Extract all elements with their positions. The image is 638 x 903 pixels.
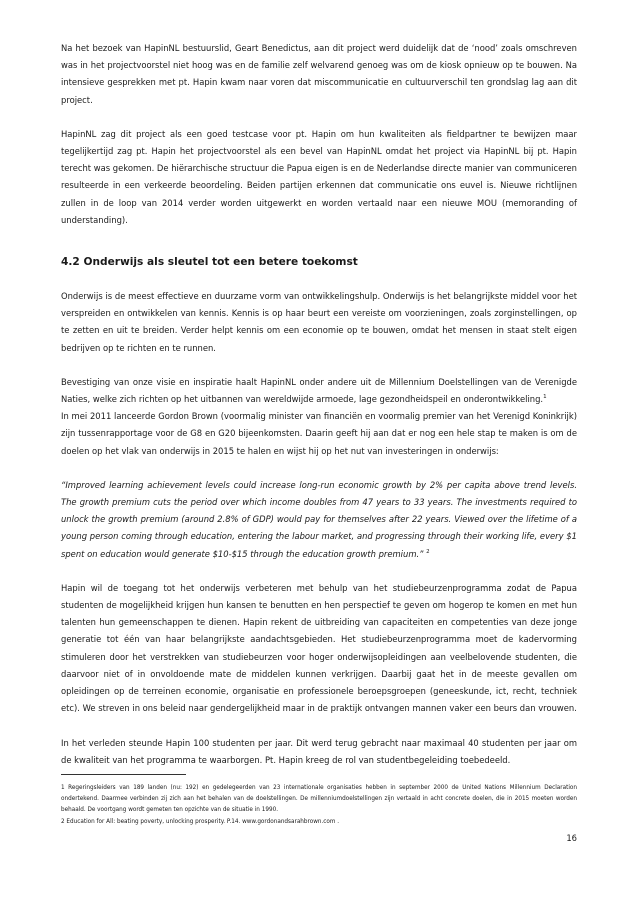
paragraph-testcase: HapinNL zag dit project als een goed testcase voor pt. Hapin om hun kwaliteiten als fieldpartner te bewijzen maar tegelijkertijd zag pt. Hapin het projectvoorstel als een bevel van HapinNL omdat het project via HapinNL bij pt. Hapin terecht was gekomen. De hiërarchische structuur die Papua eigen is en de Nederlandse directe manier van communiceren resulteerde in een verkeerde beoordeling. Beiden partijen erkennen dat communicatie ons euvel is. Nieuwe richtlijnen zullen in de loop van 2014 verder worden uitgewerkt en worden vertaald naar een nieuwe MOU (memoranding of understanding). [61, 128, 577, 225]
footnote-ref-2: 2 [426, 548, 430, 555]
paragraph-education: Onderwijs is de meest effectieve en duurzame vorm van ontwikkelingshulp. Onderwijs is het belangrijkste middel voor het verspreiden en ontwikkelen van kennis. Kennis is op haar beurt een vereiste om voorzieningen, zoals zorginstellingen, op te zetten en uit te breiden. Verder helpt kennis om een economie op te bouwen, omdat het mensen in staat stelt eigen bedrijven op te richten en te runnen. [61, 291, 577, 353]
paragraph-history: In het verleden steunde Hapin 100 studenten per jaar. Dit werd terug gebracht naar maximaal 40 studenten per jaar om de kwaliteit van het programma te waarborgen. Pt. Hapin kreeg de rol van studentbegeleiding toebedeeld. [61, 737, 577, 765]
footnote-ref-1: 1 [543, 394, 547, 401]
footnote-separator [61, 774, 186, 775]
section-heading: 4.2 Onderwijs als sleutel tot een betere toekomst [61, 256, 358, 269]
footnote-1: 1 Regeringsleiders van 189 landen (nu: 192) en gedelegeerden van 23 internationale organisaties hebben in september 2000 de United Nations Millennium Declaration ondertekend. Daarmee verbinden zij zich aan het behalen van de doelstellingen. De millenniumdoelstellingen zijn vertaald in acht concrete doelen, die in 2015 moeten worden behaald. De voortgang wordt gemeten ten opzichte van de situatie in 1990. [61, 785, 577, 814]
paragraph-gordon-brown: In mei 2011 lanceerde Gordon Brown (voormalig minister van financiën en voormalig premier van het Verenigd Koninkrijk) zijn tussenrapportage voor de G8 en G20 bijeenkomsten. Daarin geeft hij aan dat er nog een hele stap te maken is om de doelen op het vlak van onderwijs in 2015 te halen en wijst hij op het nut van investeringen in onderwijs: [61, 411, 577, 456]
paragraph-millennium-text: Bevestiging van onze visie en inspiratie haalt HapinNL onder andere uit de Millennium Doelstellingen van de Verenigde Naties, welke zich richten op het uitbannen van wereldwijde armoede, lage gezondheidspeil en onderontwikkeling. [61, 376, 577, 405]
paragraph-millennium [61, 374, 577, 408]
paragraph-scholarship: Hapin wil de toegang tot het onderwijs verbeteren met behulp van het studiebeurzenprogramma zodat de Papua studenten de mogelijkheid krijgen hun kansen te benutten en hen perspectief te geven om hogerop te komen en met hun talenten hun gemeenschappen te dienen. Hapin rekent de uitbreiding van capaciteiten en competenties van deze jonge generatie tot één van haar belangrijkste aandachtsgebieden. Het studiebeurzenprogramma moet de kadervorming stimuleren door het verstrekken van studiebeurzen voor hoger onderwijsopleidingen aan veelbelovende studenten, die daarvoor niet of in onvoldoende mate de middelen kunnen verkrijgen. Daarbij gaat het in de meeste gevallen om opleidingen op de terreinen economie, organisatie en professionele beroepsgroepen (geneeskunde, ict, recht, techniek etc). We streven in ons beleid naar gendergelijkheid maar in de praktijk ontvangen mannen vaker een beurs dan vrouwen. [61, 582, 577, 714]
paragraph-visit: Na het bezoek van HapinNL bestuurslid, Geart Benedictus, aan dit project werd duidelijk dat de ‘nood’ zoals omschreven was in het projectvoorstel niet hoog was en de familie zelf welvarend genoeg was om de kiosk opnieuw op te bouwen. Na intensieve gesprekken met pt. Hapin kwam naar voren dat miscommunicatie en cultuurverschil ten grondslag lag aan dit project. [61, 43, 577, 105]
page-number: 16 [566, 833, 577, 843]
quote-text: “Improved learning achievement levels could increase long-run economic growth by 2% per capita above trend levels. The growth premium cuts the period over which income doubles from 47 years to 33 years. The investments required to unlock the growth premium (around 2.8% of GDP) would pay for themselves after 22 years. Viewed over the lifetime of a young person coming through education, entering the labour market, and progressing through their working life, every $1 spent on education would generate $10-$15 through the education growth premium.” [61, 479, 577, 559]
footnote-2: 2 Education for All: beating poverty, unlocking prosperity. P.14. www.gordonandsarahbrown.com . [61, 818, 340, 825]
footnotes [61, 783, 577, 828]
quote-block [61, 477, 577, 563]
